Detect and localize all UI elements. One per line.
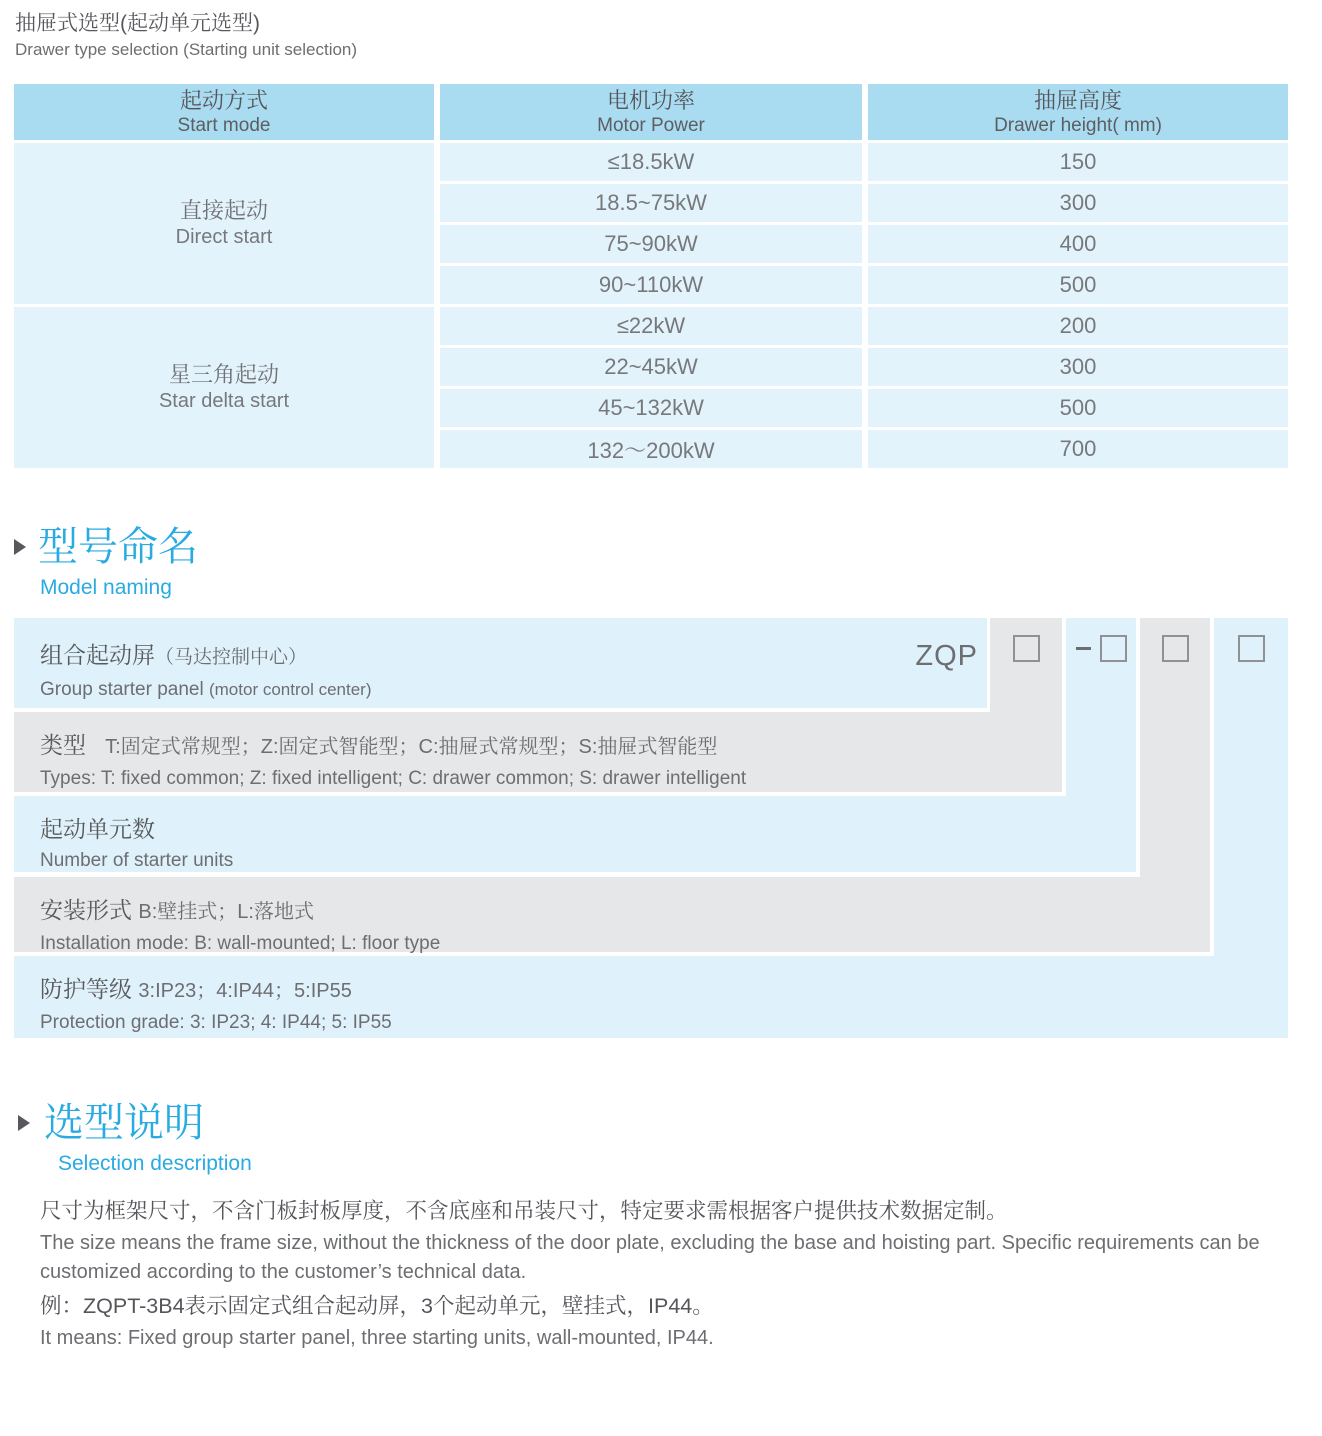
table-cell-height: 300 — [868, 348, 1288, 386]
model-row-types — [14, 712, 1062, 792]
model-code-prefix: ZQP — [915, 640, 978, 672]
placeholder-box-icon — [1238, 635, 1265, 662]
model-row-protection-grade — [14, 956, 1288, 1038]
table-cell-power: ≤18.5kW — [440, 143, 862, 181]
table-cell-height: 700 — [868, 430, 1288, 468]
right-triangle-icon — [18, 1115, 30, 1131]
group-direct-start-en: Direct start — [175, 226, 273, 248]
header-start-mode-en: Start mode — [177, 114, 271, 136]
drawer-selection-table — [14, 84, 1288, 468]
selection-description-heading-en: Selection description — [58, 1152, 252, 1175]
model-code-column-installation — [1140, 618, 1210, 877]
dash-icon — [1076, 647, 1091, 650]
selection-description-heading-zh: 选型说明 — [44, 1101, 204, 1145]
model-naming-heading-en: Model naming — [40, 576, 172, 599]
table-cell-height: 500 — [868, 266, 1288, 304]
selection-description-body — [40, 1196, 1292, 1357]
table-cell-height: 150 — [868, 143, 1288, 181]
group-star-delta-zh: 星三角起动 — [168, 362, 279, 387]
header-motor-power-en: Motor Power — [597, 114, 705, 136]
model-row1-en: Group starter panel (motor control center) — [40, 679, 372, 700]
table-cell-height: 500 — [868, 389, 1288, 427]
header-start-mode-zh: 起动方式 — [179, 87, 268, 113]
model-code-column-protection — [1214, 618, 1288, 956]
table-cell-height: 400 — [868, 225, 1288, 263]
table-cell-power: 45~132kW — [440, 389, 862, 427]
header-motor-power-zh: 电机功率 — [606, 87, 695, 113]
header-drawer-height-zh: 抽屉高度 — [1033, 87, 1122, 113]
model-naming-heading-zh: 型号命名 — [38, 525, 198, 569]
model-code-column-units — [1066, 618, 1136, 796]
table-header-motor-power — [440, 84, 862, 140]
table-cell-power: 22~45kW — [440, 348, 862, 386]
table-cell-power: ≤22kW — [440, 307, 862, 345]
model-row2-zh: 类型 T:固定式常规型；Z:固定式智能型；C:抽屉式常规型；S:抽屉式智能型 — [40, 732, 718, 758]
table-cell-power: 18.5~75kW — [440, 184, 862, 222]
model-row-group-starter-panel — [14, 618, 987, 708]
table-header-start-mode — [14, 84, 434, 140]
model-row-starter-units — [14, 796, 1136, 872]
page-title-en: Drawer type selection (Starting unit selection) — [15, 40, 358, 59]
model-row2-en: Types: T: fixed common; Z: fixed intelligent; C: drawer common; S: drawer intelligent — [40, 768, 747, 789]
table-header-drawer-height — [868, 84, 1288, 140]
model-row4-en: Installation mode: B: wall-mounted; L: floor type — [40, 933, 441, 954]
table-cell-height: 200 — [868, 307, 1288, 345]
group-star-delta-en: Star delta start — [158, 390, 290, 412]
model-row1-zh: 组合起动屏（马达控制中心） — [40, 642, 308, 668]
placeholder-box-icon — [1100, 635, 1127, 662]
table-cell-power: 90~110kW — [440, 266, 862, 304]
model-row-installation-mode — [14, 877, 1210, 952]
description-p2-zh: 例：ZQPT-3B4表示固定式组合起动屏，3个起动单元，壁挂式，IP44。 — [40, 1294, 714, 1318]
page-title — [15, 10, 357, 62]
table-cell-power: 75~90kW — [440, 225, 862, 263]
header-drawer-height-en: Drawer height( mm) — [994, 114, 1162, 136]
description-p2-en: It means: Fixed group starter panel, three starting units, wall-mounted, IP44. — [40, 1327, 714, 1349]
group-direct-start-zh: 直接起动 — [179, 198, 268, 223]
model-code-column-type — [990, 618, 1062, 712]
page-title-zh: 抽屉式选型(起动单元选型) — [15, 12, 260, 35]
table-cell-power: 132～200kW — [440, 430, 862, 468]
description-p1-en: The size means the frame size, without the thickness of the door plate, excluding the base and hoisting part. Specific requirements can be customized according to the customer’s technical data. — [40, 1232, 1260, 1283]
model-row3-zh: 起动单元数 — [40, 816, 155, 842]
model-row5-zh: 防护等级 3:IP23；4:IP44；5:IP55 — [40, 976, 352, 1002]
model-row5-en: Protection grade: 3: IP23; 4: IP44; 5: IP55 — [40, 1012, 392, 1033]
description-p1-zh: 尺寸为框架尺寸，不含门板封板厚度，不含底座和吊装尺寸，特定要求需根据客户提供技术数据定制。 — [40, 1199, 1008, 1223]
right-triangle-icon — [14, 539, 26, 555]
group-cell-direct-start — [14, 143, 434, 304]
group-cell-star-delta — [14, 307, 434, 468]
model-row4-zh: 安装形式 B:壁挂式；L:落地式 — [40, 897, 314, 923]
table-cell-height: 300 — [868, 184, 1288, 222]
placeholder-box-icon — [1162, 635, 1189, 662]
placeholder-box-icon — [1013, 635, 1040, 662]
model-row3-en: Number of starter units — [40, 850, 234, 871]
